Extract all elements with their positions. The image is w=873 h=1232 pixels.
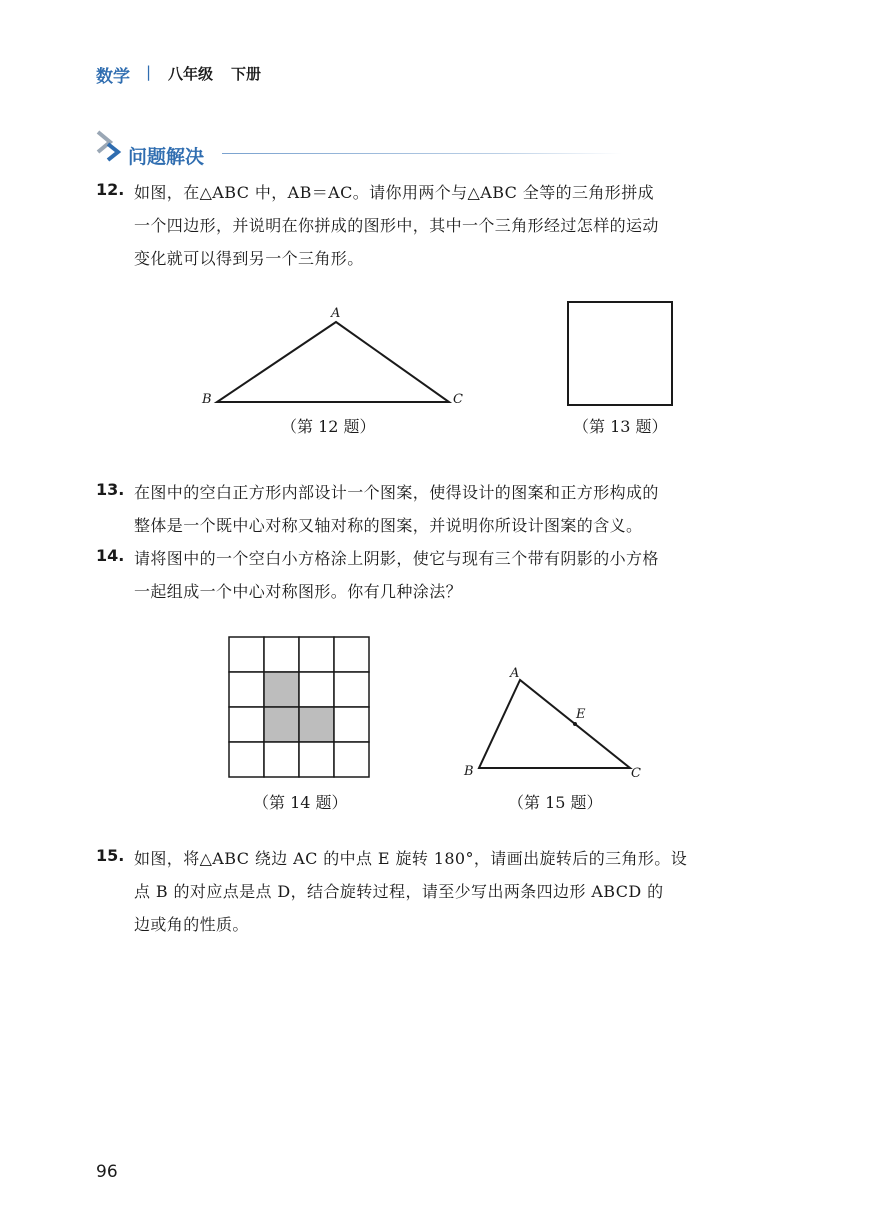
header-volume: 下册 (231, 65, 262, 83)
fig15-caption: （第 15 题） (508, 793, 603, 812)
fig13-caption: （第 13 题） (573, 417, 668, 436)
problem-15-number: 15. (96, 846, 125, 865)
problem-12-line-3: 变化就可以得到另一个三角形。 (134, 249, 364, 268)
grid-cell (229, 672, 264, 707)
grid-cell (264, 637, 299, 672)
grid-cell (334, 637, 369, 672)
header-subject: 数学 (96, 67, 130, 87)
problem-13-line-2: 整体是一个既中心对称又轴对称的图案，并说明你所设计图案的含义。 (134, 516, 643, 535)
grid-cell (299, 637, 334, 672)
fig14-caption: （第 14 题） (253, 793, 348, 812)
problem-15-line-2: 点 B 的对应点是点 D，结合旋转过程，请至少写出两条四边形 ABCD 的 (134, 882, 664, 901)
grid-cell (264, 742, 299, 777)
problem-15-line-3: 边或角的性质。 (134, 915, 249, 934)
grid-cell-shaded (264, 672, 299, 707)
problem-12-number: 12. (96, 180, 125, 199)
page-number: 96 (96, 1162, 118, 1182)
problem-12-line-1: 如图，在△ABC 中，AB＝AC。请你用两个与△ABC 全等的三角形拼成 (134, 183, 654, 202)
fig15-midpoint-e (573, 722, 577, 726)
grid-cell-shaded (264, 707, 299, 742)
problem-12-line-2: 一个四边形，并说明在你拼成的图形中，其中一个三角形经过怎样的运动 (134, 216, 659, 235)
header-grade: 八年级 (168, 65, 214, 83)
fig12-label-a: A (331, 306, 341, 321)
fig15-label-e: E (576, 707, 586, 722)
problem-14-line-1: 请将图中的一个空白小方格涂上阴影，使它与现有三个带有阴影的小方格 (134, 549, 659, 568)
grid-cell (229, 637, 264, 672)
grid-cell (229, 742, 264, 777)
problem-13-line-1: 在图中的空白正方形内部设计一个图案，使得设计的图案和正方形构成的 (134, 483, 659, 502)
grid-cell (229, 707, 264, 742)
grid-cell (299, 742, 334, 777)
fig12-label-b: B (202, 392, 212, 407)
fig12-triangle (217, 322, 449, 402)
fig15-triangle (479, 680, 630, 768)
section-title: 问题解决 (128, 146, 205, 168)
problem-13-number: 13. (96, 480, 125, 499)
fig13-square (568, 302, 672, 405)
grid-cell-shaded (299, 707, 334, 742)
fig15-label-c: C (631, 766, 641, 781)
grid-cell (299, 672, 334, 707)
fig15-label-b: B (464, 764, 474, 779)
problem-14-number: 14. (96, 546, 125, 565)
grid-cell (334, 672, 369, 707)
problem-15-line-1: 如图，将△ABC 绕边 AC 的中点 E 旋转 180°，请画出旋转后的三角形。设 (134, 849, 688, 868)
grid-cell (334, 742, 369, 777)
fig12-caption: （第 12 题） (281, 417, 376, 436)
fig12-label-c: C (453, 392, 463, 407)
fig14-grid (229, 637, 369, 777)
problem-14-line-2: 一起组成一个中心对称图形。你有几种涂法？ (134, 582, 463, 601)
grid-cell (334, 707, 369, 742)
fig15-label-a: A (510, 666, 520, 681)
header-separator: | (146, 63, 152, 81)
